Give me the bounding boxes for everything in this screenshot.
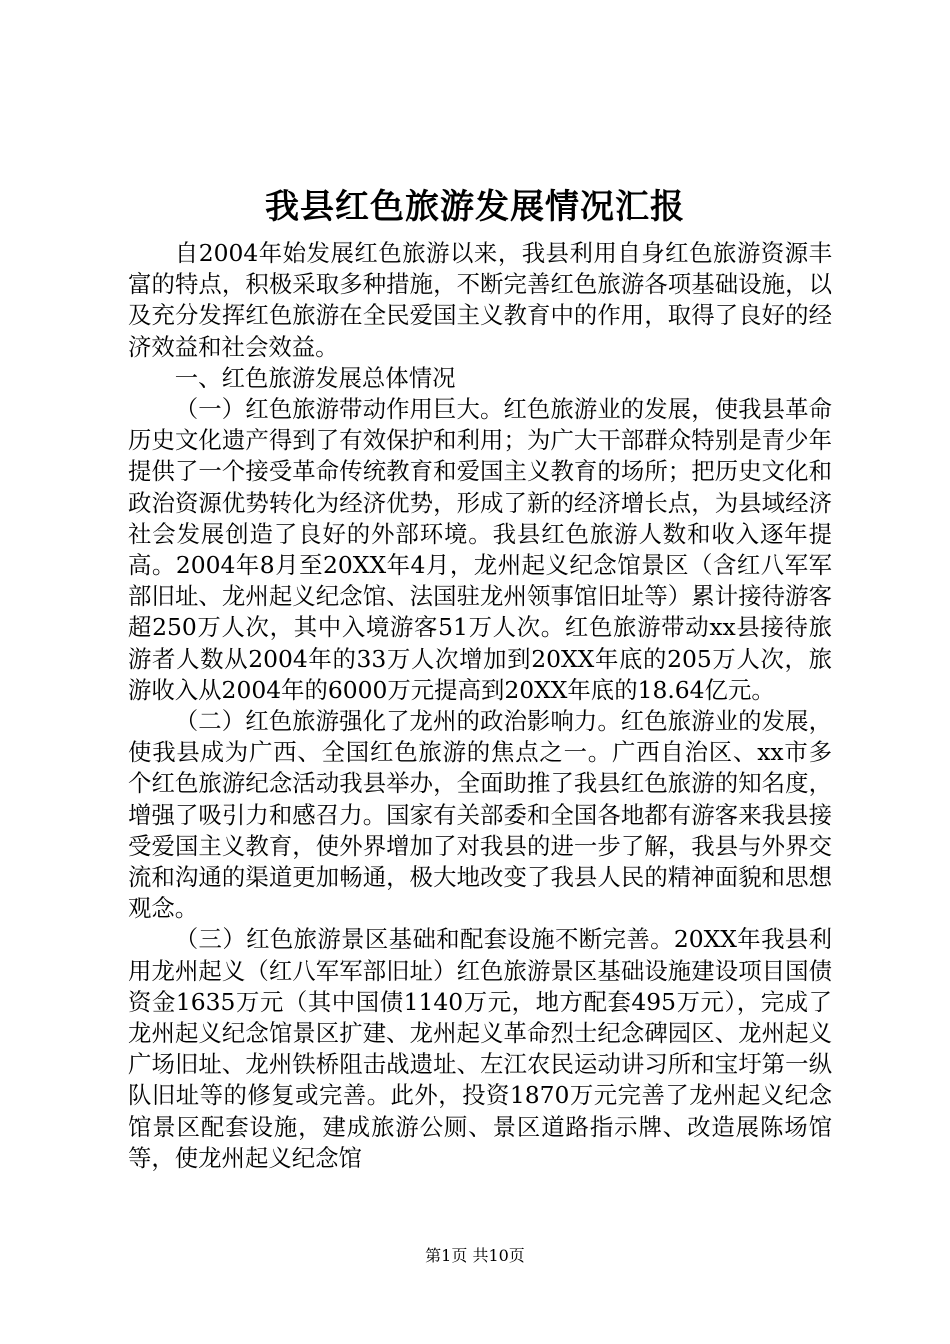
paragraph-intro: 自2004年始发展红色旅游以来，我县利用自身红色旅游资源丰富的特点，积极采取多种措施，不断完善红色旅游各项基础设施，以及充分发挥红色旅游在全民爱国主义教育中的作用，取得了良好的经济效益和社会效益。 bbox=[128, 239, 832, 361]
paragraph-2: （二）红色旅游强化了龙州的政治影响力。红色旅游业的发展，使我县成为广西、全国红色旅游的焦点之一。广西自治区、xx市多个红色旅游纪念活动我县举办，全面助推了我县红色旅游的知名度，增强了吸引力和感召力。国家有关部委和全国各地都有游客来我县接受爱国主义教育，使外界增加了对我县的进一步了解，我县与外界交流和沟通的渠道更加畅通，极大地改变了我县人民的精神面貌和思想观念。 bbox=[128, 707, 832, 923]
paragraph-3: （三）红色旅游景区基础和配套设施不断完善。20XX年我县利用龙州起义（红八军军部旧址）红色旅游景区基础设施建设项目国债资金1635万元（其中国债1140万元，地方配套495万元），完成了龙州起义纪念馆景区扩建、龙州起义革命烈士纪念碑园区、龙州起义广场旧址、龙州铁桥阻击战遗址、左江农民运动讲习所和宝圩第一纵队旧址等的修复或完善。此外，投资1870万元完善了龙州起义纪念馆景区配套设施，建成旅游公厕、景区道路指示牌、改造展陈场馆等，使龙州起义纪念馆 bbox=[128, 925, 832, 1172]
paragraph-1: （一）红色旅游带动作用巨大。红色旅游业的发展，使我县革命历史文化遗产得到了有效保护和利用；为广大干部群众特别是青少年提供了一个接受革命传统教育和爱国主义教育的场所；把历史文化和政治资源优势转化为经济优势，形成了新的经济增长点，为县域经济社会发展创造了良好的外部环境。我县红色旅游人数和收入逐年提高。2004年8月至20XX年4月，龙州起义纪念馆景区（含红八军军部旧址、龙州起义纪念馆、法国驻龙州领事馆旧址等）累计接待游客超250万人次，其中入境游客51万人次。红色旅游带动xx县接待旅游者人数从2004年的33万人次增加到20XX年底的205万人次，旅游收入从2004年的6000万元提高到20XX年底的18.64亿元。 bbox=[128, 395, 832, 704]
document-title: 我县红色旅游发展情况汇报 bbox=[265, 187, 685, 227]
section-heading: 一、红色旅游发展总体情况 bbox=[174, 363, 456, 392]
page-footer: 第1页 共10页 bbox=[425, 1246, 525, 1265]
document-body bbox=[128, 238, 832, 1174]
